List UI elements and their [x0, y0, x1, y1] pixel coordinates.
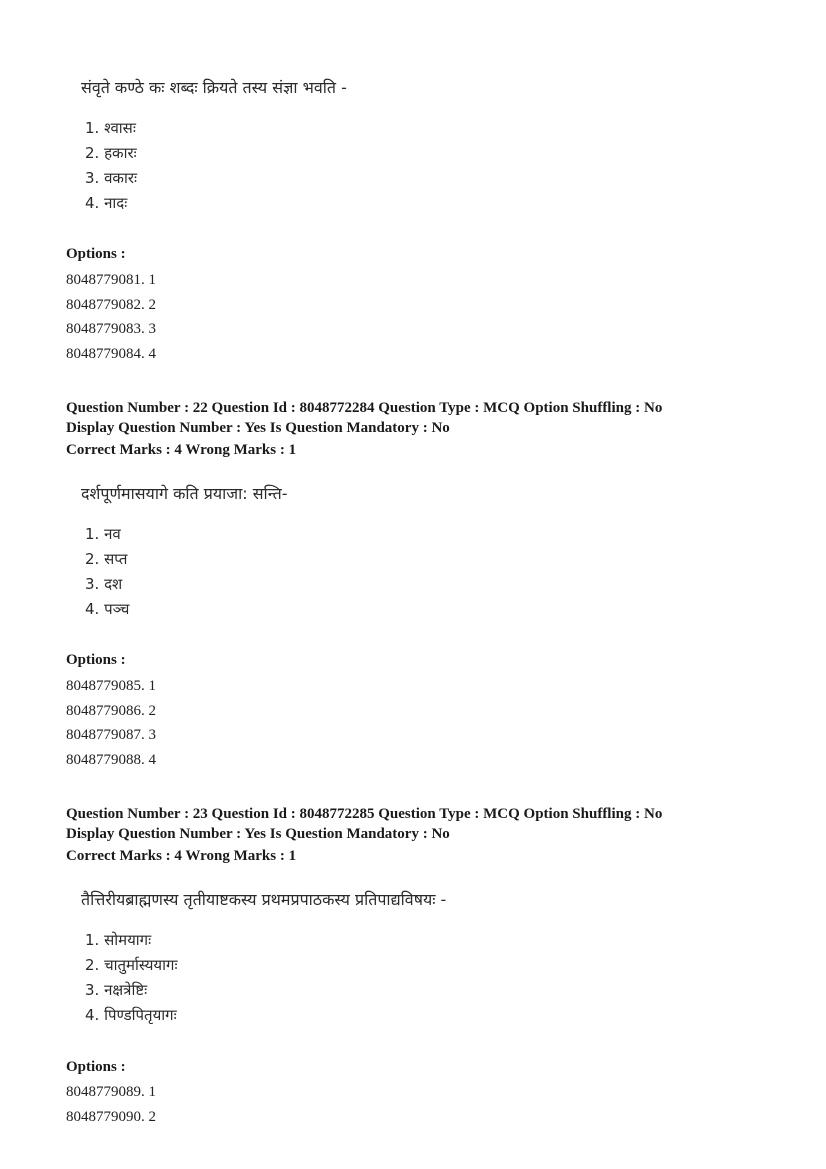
options-list: [66, 674, 156, 773]
choice-list: [85, 928, 178, 1028]
question-meta-line1: Question Number : 23 Question Id : 8048772285 Question Type : MCQ Option Shuffling : No: [66, 806, 663, 822]
options-list: [66, 268, 156, 367]
question-meta-line2: Display Question Number : Yes Is Question Mandatory : No: [66, 420, 450, 436]
option-item: 8048779083. 3: [66, 321, 156, 338]
options-label: Options :: [66, 652, 126, 668]
choice-list: [85, 116, 137, 216]
choice-item: 1. नव: [85, 525, 121, 543]
option-item: 8048779087. 3: [66, 727, 156, 744]
question-text: तैत्तिरीयब्राह्मणस्य तृतीयाष्टकस्य प्रथमप्रपाठकस्य प्रतिपाद्यविषयः -: [81, 890, 447, 909]
question-marks: Correct Marks : 4 Wrong Marks : 1: [66, 848, 297, 864]
choice-item: 4. पिण्डपितृयागः: [85, 1006, 177, 1024]
choice-item: 2. हकारः: [85, 144, 137, 162]
question-text: दर्शपूर्णमासयागे कति प्रयाजा: सन्ति-: [81, 484, 288, 503]
choice-list: [85, 522, 129, 622]
option-item: 8048779081. 1: [66, 272, 156, 288]
options-label: Options :: [66, 1059, 126, 1075]
choice-item: 2. सप्त: [85, 550, 128, 568]
option-item: 8048779088. 4: [66, 752, 156, 769]
choice-item: 4. पञ्च: [85, 600, 130, 618]
option-item: 8048779089. 1: [66, 1084, 156, 1100]
choice-item: 1. श्वासः: [85, 119, 136, 137]
choice-item: 4. नादः: [85, 194, 128, 212]
option-item: 8048779084. 4: [66, 346, 156, 363]
question-text: संवृते कण्ठे कः शब्दः क्रियते तस्य संज्ञा भवति -: [81, 78, 347, 97]
choice-item: 3. दश: [85, 575, 123, 593]
choice-item: 3. नक्षत्रेष्टिः: [85, 981, 148, 999]
question-marks: Correct Marks : 4 Wrong Marks : 1: [66, 442, 297, 458]
option-item: 8048779090. 2: [66, 1108, 156, 1125]
choice-item: 3. वकारः: [85, 169, 137, 187]
options-label: Options :: [66, 246, 126, 262]
option-item: 8048779082. 2: [66, 296, 156, 313]
option-item: 8048779086. 2: [66, 702, 156, 719]
question-meta-line1: Question Number : 22 Question Id : 8048772284 Question Type : MCQ Option Shuffling : No: [66, 400, 663, 416]
choice-item: 2. चातुर्मास्ययागः: [85, 956, 178, 974]
option-item: 8048779085. 1: [66, 678, 156, 694]
options-list: [66, 1080, 156, 1129]
choice-item: 1. सोमयागः: [85, 931, 152, 949]
question-meta-line2: Display Question Number : Yes Is Question Mandatory : No: [66, 826, 450, 842]
